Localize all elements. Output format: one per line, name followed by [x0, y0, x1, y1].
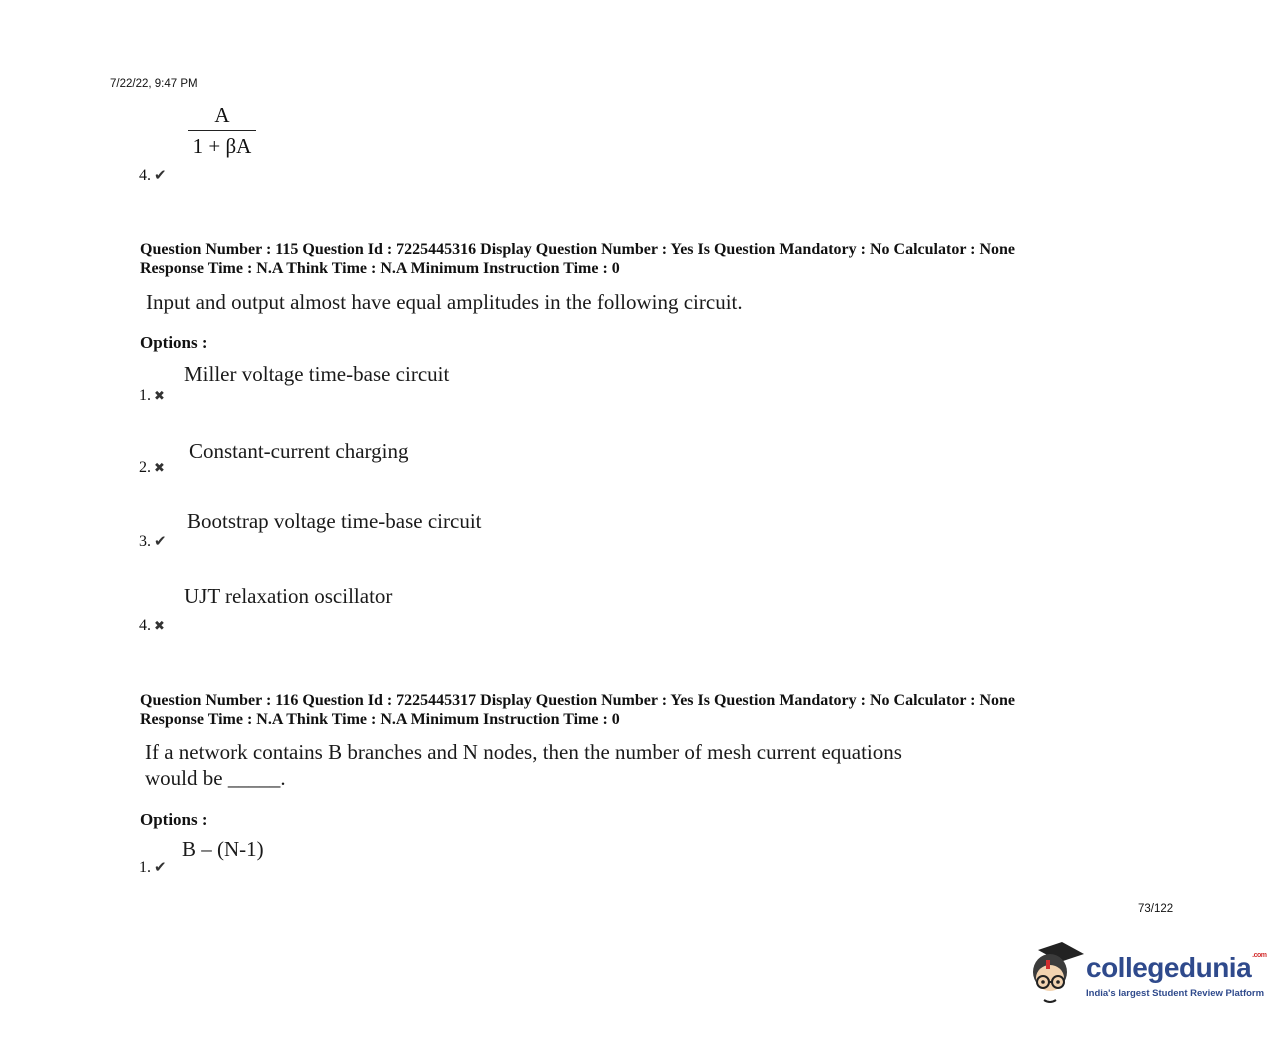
- q115-option-3-text: Bootstrap voltage time-base circuit: [187, 509, 482, 533]
- q115-meta-line2: Response Time : N.A Think Time : N.A Minimum Instruction Time : 0: [140, 260, 620, 277]
- fraction-bar: [188, 130, 256, 131]
- print-timestamp: 7/22/22, 9:47 PM: [110, 78, 198, 90]
- formula-fraction: [188, 102, 256, 159]
- option-number: 2.: [139, 459, 151, 476]
- q116-meta-line2: Response Time : N.A Think Time : N.A Minimum Instruction Time : 0: [140, 711, 620, 728]
- q115-option-2-text: Constant-current charging: [189, 439, 409, 463]
- collegedunia-mascot-icon: [1024, 940, 1084, 1006]
- q115-option-1-text: Miller voltage time-base circuit: [184, 362, 450, 386]
- q115-option-1-number: [139, 387, 165, 405]
- collegedunia-tagline: India's largest Student Review Platform: [1086, 988, 1265, 999]
- q115-meta-line1: Question Number : 115 Question Id : 7225445316 Display Question Number : Yes Is Question Mandatory : No Calculator : None: [140, 241, 1016, 258]
- cross-icon: ✖: [154, 460, 165, 475]
- brand-suffix: .com: [1252, 952, 1267, 959]
- q115-option-4-number: [139, 617, 165, 635]
- cross-icon: ✖: [154, 388, 165, 403]
- q116-option-1-number: [139, 858, 167, 877]
- prev-option-4: [139, 166, 167, 185]
- check-icon: ✔: [154, 168, 167, 184]
- option-number: 1.: [139, 859, 151, 876]
- option-number: 1.: [139, 387, 151, 404]
- fraction-numerator: A: [214, 103, 230, 127]
- option-number: 4.: [139, 617, 151, 634]
- fraction-denominator: 1 + βA: [192, 134, 252, 158]
- brand-name: collegedunia: [1086, 952, 1252, 983]
- q115-option-2-number: [139, 459, 165, 477]
- check-icon: ✔: [154, 860, 167, 876]
- q116-option-1-text: B – (N-1): [182, 837, 264, 861]
- q115-question-text: Input and output almost have equal amplitudes in the following circuit.: [146, 290, 743, 314]
- q116-options-label: Options :: [140, 810, 208, 829]
- q116-meta-line1: Question Number : 116 Question Id : 7225445317 Display Question Number : Yes Is Question Mandatory : No Calculator : None: [140, 692, 1016, 709]
- q115-option-4-text: UJT relaxation oscillator: [184, 584, 393, 608]
- collegedunia-logo-text: [1086, 952, 1267, 984]
- page-number: 73/122: [1138, 903, 1174, 915]
- cross-icon: ✖: [154, 618, 165, 633]
- check-icon: ✔: [154, 534, 167, 550]
- q115-option-3-number: [139, 532, 167, 551]
- q116-question-text-line1: If a network contains B branches and N nodes, then the number of mesh current equations: [145, 740, 902, 764]
- q116-question-text-line2: would be _____.: [145, 766, 286, 790]
- q115-options-label: Options :: [140, 333, 208, 352]
- option-number: 3.: [139, 533, 151, 550]
- option-number: 4.: [139, 167, 151, 184]
